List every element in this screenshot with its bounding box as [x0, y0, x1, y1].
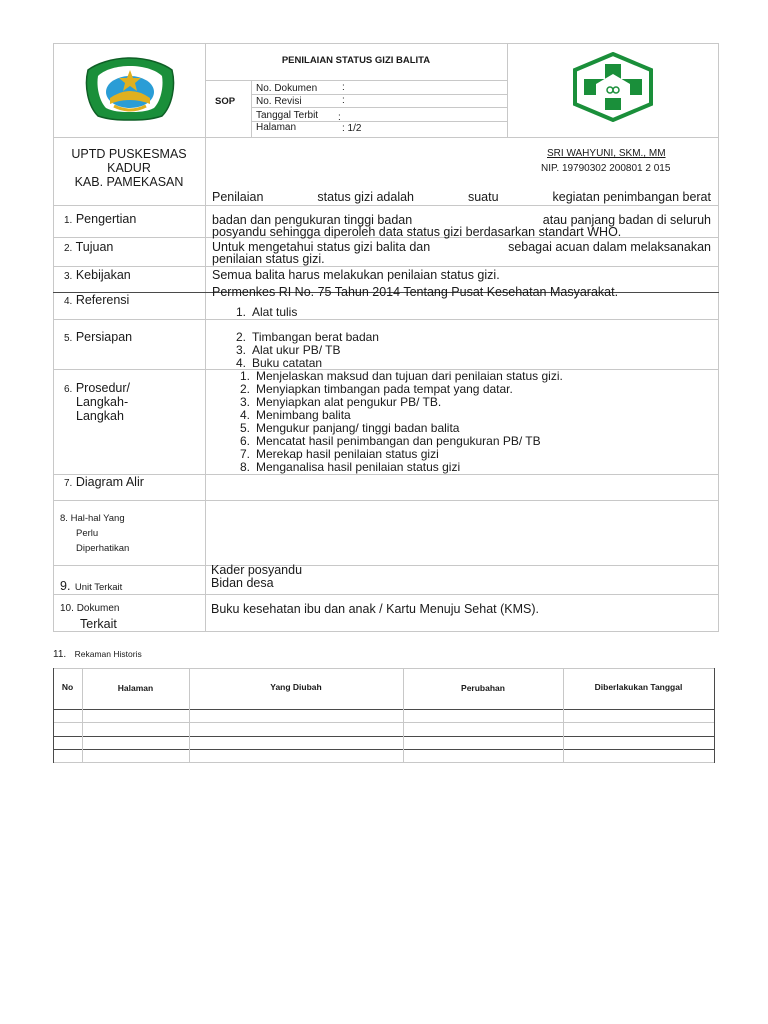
- prosedur-label-line-2: Langkah-: [76, 395, 129, 409]
- institution-regency: KAB. PAMEKASAN: [74, 175, 184, 189]
- meta-label: Tanggal Terbit: [256, 110, 319, 121]
- unit-item: Bidan desa: [211, 576, 274, 590]
- list-item: 1. Alat tulis: [235, 305, 298, 319]
- hal-hal-label: 8. Hal-hal Yang: [60, 513, 125, 524]
- tujuan-text-line-2: penilaian status gizi.: [212, 252, 325, 266]
- prosedur-steps: [228, 370, 563, 474]
- dokumen-terkait-text: Buku kesehatan ibu dan anak / Kartu Menuju Sehat (KMS).: [211, 602, 539, 616]
- meta-value: :: [338, 112, 341, 123]
- column-header-perubahan: Perubahan: [461, 683, 505, 693]
- institution-name: UPTD PUSKESMAS: [71, 147, 187, 161]
- meta-label: No. Revisi: [256, 96, 302, 107]
- hal-hal-label-line-3: Diperhatikan: [76, 543, 130, 554]
- column-header-halaman: Halaman: [117, 683, 154, 693]
- list-item: 2. Menyiapkan timbangan pada tempat yang datar.: [239, 382, 513, 396]
- column-header-yang-diubah: Yang Diubah: [270, 682, 322, 692]
- unit-terkait-label: 9. Unit Terkait: [60, 579, 123, 593]
- persiapan-list-continued: [224, 331, 379, 370]
- list-item: 6. Mencatat hasil penimbangan dan pengukuran PB/ TB: [239, 434, 541, 448]
- column-header-no: No: [61, 682, 74, 692]
- puskesmas-cross-icon: [572, 52, 654, 122]
- list-item: 5. Mengukur panjang/ tinggi badan balita: [239, 421, 460, 435]
- signatory-nip: NIP. 19790302 200801 2 015: [541, 163, 671, 174]
- referensi-text: Permenkes RI No. 75 Tahun 2014 Tentang Pusat Kesehatan Masyarakat.: [212, 285, 619, 299]
- kebijakan-label: 3. Kebijakan: [64, 268, 131, 282]
- pengertian-text-line-3: posyandu sehingga diperoleh data status gizi berdasarkan standart WHO.: [212, 225, 622, 239]
- list-item: 4. Buku catatan: [235, 356, 323, 370]
- dokumen-terkait-label-line-2: Terkait: [80, 617, 117, 631]
- pengertian-label: 1. Pengertian: [64, 212, 137, 226]
- pengertian-text-line-2: badan dan pengukuran tinggi badan atau panjang badan di seluruh: [212, 213, 711, 227]
- tujuan-text-line-1: Untuk mengetahui status gizi balita dan sebagai acuan dalam melaksanakan: [212, 240, 711, 254]
- signatory-name: SRI WAHYUNI, SKM., MM: [547, 148, 666, 159]
- meta-label: No. Dokumen: [256, 83, 318, 94]
- unit-item: Kader posyandu: [211, 563, 303, 577]
- column-header-diberlakukan: Diberlakukan Tanggal: [594, 682, 683, 692]
- institution-district: KADUR: [107, 161, 151, 175]
- list-item: 3. Alat ukur PB/ TB: [235, 343, 341, 357]
- list-item: 1. Menjelaskan maksud dan tujuan dari penilaian status gizi.: [239, 369, 563, 383]
- tujuan-label: 2. Tujuan: [64, 240, 114, 254]
- regency-emblem-logo: [84, 56, 176, 122]
- sop-label: SOP: [215, 96, 236, 107]
- pengertian-text-line-1: Penilaian status gizi adalah suatu kegiatan penimbangan berat: [212, 190, 711, 204]
- list-item: 4. Menimbang balita: [239, 408, 351, 422]
- kebijakan-text: Semua balita harus melakukan penilaian status gizi.: [212, 268, 500, 282]
- document-title: PENILAIAN STATUS GIZI BALITA: [281, 55, 431, 66]
- prosedur-label-line-3: Langkah: [76, 409, 124, 423]
- meta-value: :: [342, 82, 345, 93]
- list-item: 3. Menyiapkan alat pengukur PB/ TB.: [239, 395, 442, 409]
- dokumen-terkait-label: 10. Dokumen: [60, 603, 120, 614]
- prosedur-label: 6. Prosedur/: [64, 381, 131, 395]
- rekaman-historis-heading: 11. Rekaman Historis: [53, 649, 142, 660]
- referensi-label: 4. Referensi: [64, 293, 130, 307]
- hal-hal-label-line-2: Perlu: [76, 528, 99, 539]
- persiapan-list: [224, 306, 297, 319]
- list-item: 7. Merekap hasil penilaian status gizi: [239, 447, 439, 461]
- meta-value: :: [342, 95, 345, 106]
- diagram-alir-label: 7. Diagram Alir: [64, 475, 144, 489]
- meta-value: : 1/2: [342, 123, 362, 134]
- list-item: 2. Timbangan berat badan: [235, 330, 379, 344]
- list-item: 8. Menganalisa hasil penilaian status gizi: [239, 460, 461, 474]
- persiapan-label: 5. Persiapan: [64, 330, 133, 344]
- meta-label: Halaman: [256, 122, 297, 133]
